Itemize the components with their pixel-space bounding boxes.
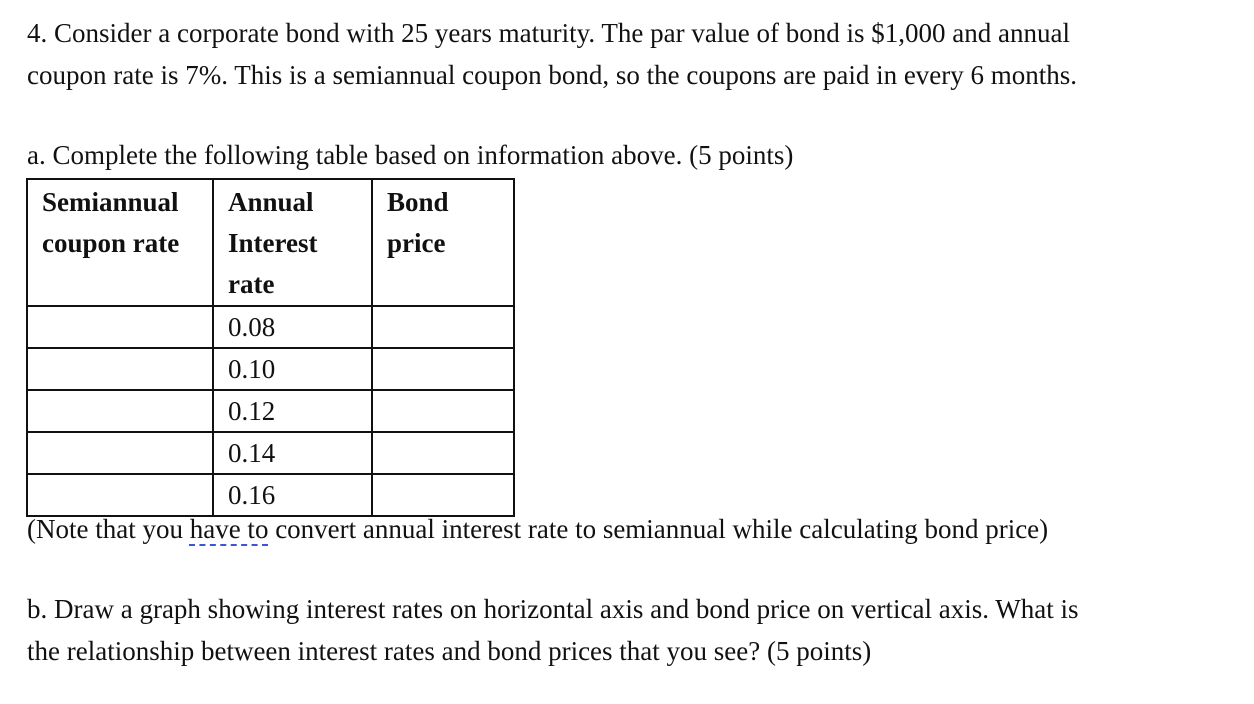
part-b-text-line-1: b. Draw a graph showing interest rates on horizontal axis and bond price on vertical axis. What is <box>27 594 1079 624</box>
part-a-prompt: a. Complete the following table based on information above. (5 points) <box>27 140 794 170</box>
table-row <box>27 474 514 516</box>
annual-rate-cell: 0.10 <box>213 348 372 390</box>
bond-price-cell[interactable] <box>372 432 514 474</box>
header-line: Semiannual <box>42 187 179 217</box>
semiannual-rate-cell[interactable] <box>27 306 213 348</box>
bond-price-table <box>26 178 515 517</box>
bond-price-cell[interactable] <box>372 390 514 432</box>
note-suffix: convert annual interest rate to semiannual while calculating bond price) <box>268 514 1049 544</box>
table-row <box>27 390 514 432</box>
header-line: coupon rate <box>42 228 180 258</box>
header-annual-interest-rate <box>213 179 372 306</box>
semiannual-rate-cell[interactable] <box>27 474 213 516</box>
annual-rate-cell: 0.16 <box>213 474 372 516</box>
table-header-row <box>27 179 514 306</box>
annual-rate-cell: 0.12 <box>213 390 372 432</box>
header-line: Annual <box>228 187 314 217</box>
table-row <box>27 432 514 474</box>
semiannual-rate-cell[interactable] <box>27 348 213 390</box>
note-underlined-phrase: have to <box>189 514 269 544</box>
table-row <box>27 348 514 390</box>
bond-price-cell[interactable] <box>372 306 514 348</box>
header-bond-price <box>372 179 514 306</box>
question-text-line-2: coupon rate is 7%. This is a semiannual coupon bond, so the coupons are paid in every 6 months. <box>27 60 1078 90</box>
annual-rate-cell: 0.14 <box>213 432 372 474</box>
header-line: Interest <box>228 228 318 258</box>
semiannual-rate-cell[interactable] <box>27 432 213 474</box>
table-row <box>27 306 514 348</box>
bond-price-cell[interactable] <box>372 348 514 390</box>
question-text-line-1: 4. Consider a corporate bond with 25 years maturity. The par value of bond is $1,000 and annual <box>27 18 1070 48</box>
note-prefix: (Note that you <box>27 514 190 544</box>
bond-price-cell[interactable] <box>372 474 514 516</box>
header-line: rate <box>228 269 275 299</box>
annual-rate-cell: 0.08 <box>213 306 372 348</box>
header-line: Bond <box>387 187 449 217</box>
note-text <box>27 512 1048 546</box>
semiannual-rate-cell[interactable] <box>27 390 213 432</box>
header-line: price <box>387 228 446 258</box>
header-semiannual-coupon-rate <box>27 179 213 306</box>
part-b-text-line-2: the relationship between interest rates and bond prices that you see? (5 points) <box>27 636 872 666</box>
